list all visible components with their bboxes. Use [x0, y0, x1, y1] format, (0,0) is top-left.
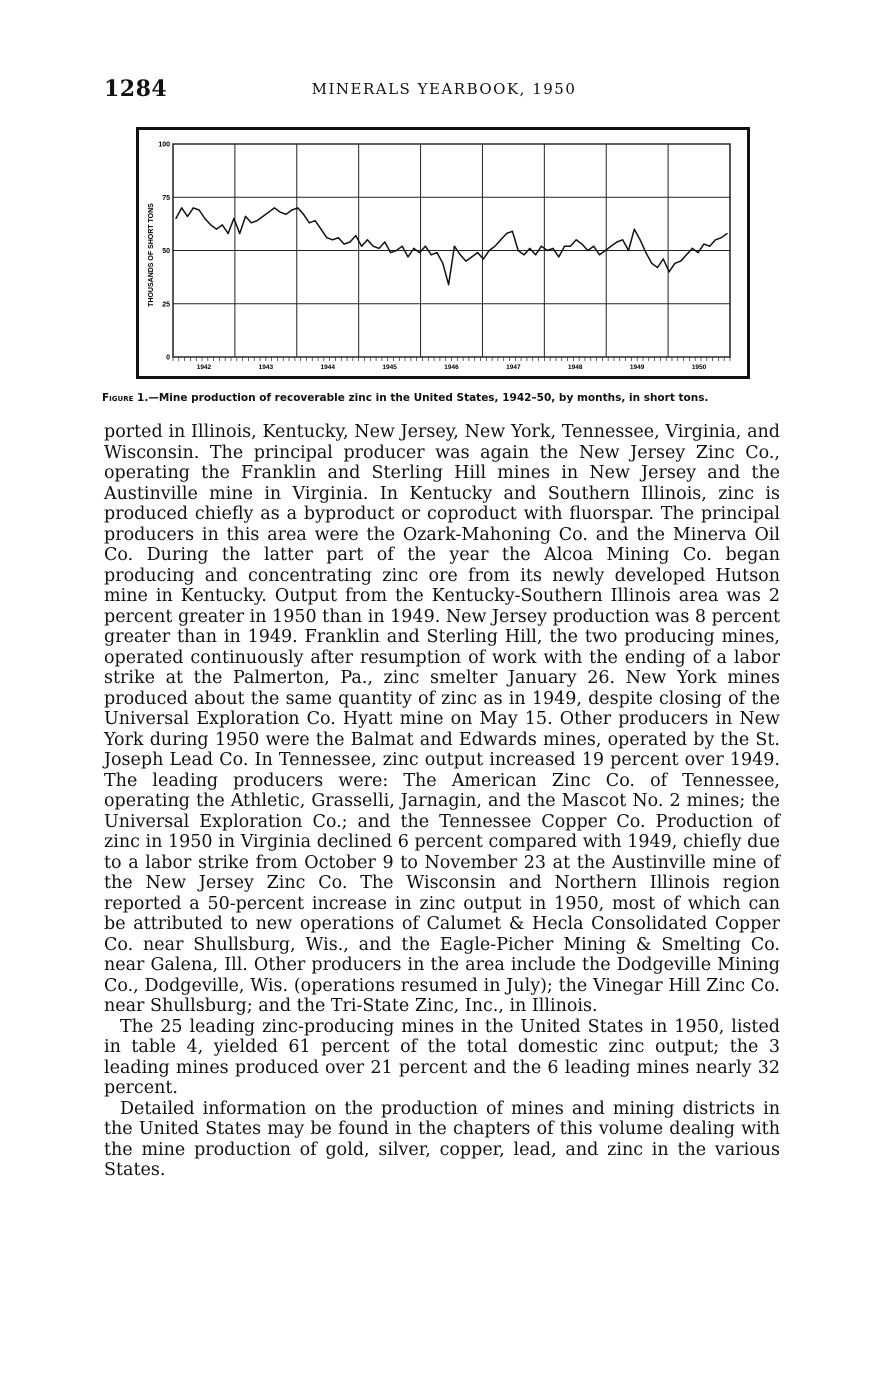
data-point — [367, 239, 368, 240]
x-tick-label: 1945 — [382, 364, 397, 371]
data-point — [361, 246, 362, 247]
data-point — [709, 246, 710, 247]
x-axis-ticks — [197, 364, 707, 371]
data-point — [268, 212, 269, 213]
data-point — [448, 284, 449, 285]
y-axis-label: THOUSANDS OF SHORT TONS — [148, 203, 155, 307]
data-point — [442, 263, 443, 264]
data-point — [193, 207, 194, 208]
data-point — [291, 209, 292, 210]
x-tick-label: 1943 — [258, 364, 274, 371]
data-point — [436, 252, 437, 253]
data-point — [552, 248, 553, 249]
data-point — [674, 263, 675, 264]
data-point — [651, 263, 652, 264]
data-point — [640, 239, 641, 240]
series-layer — [175, 207, 727, 285]
x-tick-label: 1944 — [320, 364, 335, 371]
data-point — [477, 252, 478, 253]
data-point — [262, 216, 263, 217]
x-tick-label: 1946 — [444, 364, 459, 371]
data-point — [489, 250, 490, 251]
data-point — [419, 252, 420, 253]
data-point — [698, 252, 699, 253]
data-point — [715, 239, 716, 240]
paragraph: The 25 leading zinc-producing mines in the United States in 1950, listed in table 4, yielded 61 percent of the total domestic zinc output; the 3 leading mines produced over 21 percent and the 6 leading mines nearly 32 percent. — [104, 1016, 780, 1098]
data-point — [541, 246, 542, 247]
data-point — [564, 246, 565, 247]
data-point — [425, 246, 426, 247]
data-point — [669, 271, 670, 272]
data-point — [373, 246, 374, 247]
data-point — [297, 207, 298, 208]
y-tick-label: 100 — [158, 141, 170, 149]
zinc-production-chart — [139, 130, 747, 376]
data-point — [257, 220, 258, 221]
data-point — [210, 224, 211, 225]
x-tick-label: 1948 — [568, 364, 583, 371]
data-point — [605, 250, 606, 251]
page-number: 1284 — [104, 76, 168, 102]
figure-chart — [136, 127, 750, 379]
paragraph: Detailed information on the production of mines and mining districts in the United States may be found in the chapters of this volume dealing with the mine production of gold, silver, copper, lead, and zinc in the various States. — [104, 1098, 780, 1180]
x-tick-label: 1947 — [506, 364, 521, 371]
data-point — [390, 252, 391, 253]
data-point — [721, 237, 722, 238]
data-point — [471, 256, 472, 257]
data-point — [616, 241, 617, 242]
series-line — [176, 208, 727, 285]
page-header — [104, 76, 784, 108]
data-point — [320, 229, 321, 230]
x-tick-label: 1950 — [691, 364, 707, 371]
caption-text: —Mine production of recoverable zinc in the United States, 1942–50, by months, in short tons. — [148, 392, 709, 404]
data-point — [500, 239, 501, 240]
data-point — [576, 239, 577, 240]
data-point — [535, 254, 536, 255]
data-point — [222, 224, 223, 225]
caption-label: Figure 1. — [102, 392, 149, 404]
data-point — [483, 258, 484, 259]
data-point — [245, 216, 246, 217]
data-point — [634, 229, 635, 230]
data-point — [407, 256, 408, 257]
data-point — [460, 254, 461, 255]
data-point — [402, 246, 403, 247]
data-point — [431, 254, 432, 255]
data-point — [274, 207, 275, 208]
data-point — [199, 209, 200, 210]
y-tick-label: 75 — [162, 194, 170, 202]
data-point — [181, 207, 182, 208]
data-point — [622, 239, 623, 240]
data-point — [175, 218, 176, 219]
y-tick-label: 50 — [162, 248, 170, 255]
data-point — [727, 233, 728, 234]
data-point — [628, 250, 629, 251]
data-point — [378, 248, 379, 249]
data-point — [454, 246, 455, 247]
data-point — [315, 220, 316, 221]
data-point — [384, 241, 385, 242]
data-point — [396, 250, 397, 251]
data-point — [529, 248, 530, 249]
running-title: MINERALS YEARBOOK, 1950 — [311, 80, 577, 98]
data-point — [228, 233, 229, 234]
data-point — [355, 235, 356, 236]
paragraph: ported in Illinois, Kentucky, New Jersey, New York, Tennessee, Virginia, and Wisconsin. The principal producer was again the New Jersey Zinc Co., operating the Franklin and Sterling Hill mines in New Jersey and the Austinville mine in Virginia. In Kentucky and Southern Illinois, zinc is produced chiefly as a byproduct or coproduct with fluorspar. The principal producers in this area were the Ozark-Mahoning Co. and the Minerva Oil Co. During the latter part of the year the Alcoa Mining Co. began producing and concentrating zinc ore from its newly developed Hutson mine in Kentucky. Output from the Kentucky-Southern Illinois area was 2 percent greater in 1950 than in 1949. New Jersey production was 8 percent greater than in 1949. Franklin and Sterling Hill, the two producing mines, operated continuously after resumption of work with the ending of a labor strike at the Palmerton, Pa., zinc smelter January 26. New York mines produced about the same quantity of zinc as in 1949, despite closing of the Universal Exploration Co. Hyatt mine on May 15. Other producers in New York during 1950 were the Balmat and Edwards mines, operated by the St. Joseph Lead Co. In Tennessee, zinc output increased 19 percent over 1949. The leading producers were: The American Zinc Co. of Tennessee, operating the Athletic, Grasselli, Jarnagin, and the Mascot No. 2 mines; the Universal Exploration Co.; and the Tennessee Copper Co. Production of zinc in 1950 in Virginia declined 6 percent compared with 1949, chiefly due to a labor strike from October 9 to November 23 at the Austinville mine of the New Jersey Zinc Co. The Wisconsin and Northern Illinois region reported a 50-percent increase in zinc output in 1950, most of which can be attributed to new operations of Calumet & Hecla Consolidated Copper Co. near Shullsburg, Wis., and the Eagle-Picher Mining & Smelting Co. near Galena, Ill. Other producers in the area include the Dodgeville Mining Co., Dodgeville, Wis. (operations resumed in July); the Vinegar Hill Zinc Co. near Shullsburg; and the Tri-State Zinc, Inc., in Illinois. — [104, 422, 780, 1016]
data-point — [309, 222, 310, 223]
data-point — [663, 258, 664, 259]
data-point — [187, 216, 188, 217]
data-point — [216, 229, 217, 230]
y-tick-label: 0 — [166, 354, 170, 362]
data-point — [686, 254, 687, 255]
data-point — [703, 244, 704, 245]
data-point — [518, 250, 519, 251]
data-point — [558, 256, 559, 257]
figure-caption — [102, 392, 792, 404]
data-point — [204, 218, 205, 219]
data-point — [251, 222, 252, 223]
data-point — [338, 237, 339, 238]
data-point — [233, 218, 234, 219]
data-point — [465, 261, 466, 262]
data-point — [239, 233, 240, 234]
data-point — [326, 237, 327, 238]
data-point — [280, 212, 281, 213]
data-point — [512, 231, 513, 232]
data-point — [413, 248, 414, 249]
data-point — [645, 252, 646, 253]
data-point — [593, 246, 594, 247]
data-point — [332, 239, 333, 240]
data-point — [611, 246, 612, 247]
data-point — [599, 254, 600, 255]
data-point — [570, 246, 571, 247]
y-tick-label: 25 — [162, 301, 170, 309]
data-point — [692, 248, 693, 249]
data-point — [344, 244, 345, 245]
data-point — [657, 267, 658, 268]
data-point — [547, 250, 548, 251]
data-point — [286, 214, 287, 215]
body-text — [104, 422, 780, 1181]
data-point — [506, 233, 507, 234]
x-tick-label: 1949 — [629, 364, 645, 371]
data-point — [303, 214, 304, 215]
y-axis-ticks — [158, 142, 170, 362]
data-point — [523, 254, 524, 255]
x-tick-label: 1942 — [196, 364, 212, 371]
data-point — [680, 261, 681, 262]
data-point — [587, 250, 588, 251]
data-point — [494, 246, 495, 247]
data-point — [581, 244, 582, 245]
data-point — [349, 241, 350, 242]
